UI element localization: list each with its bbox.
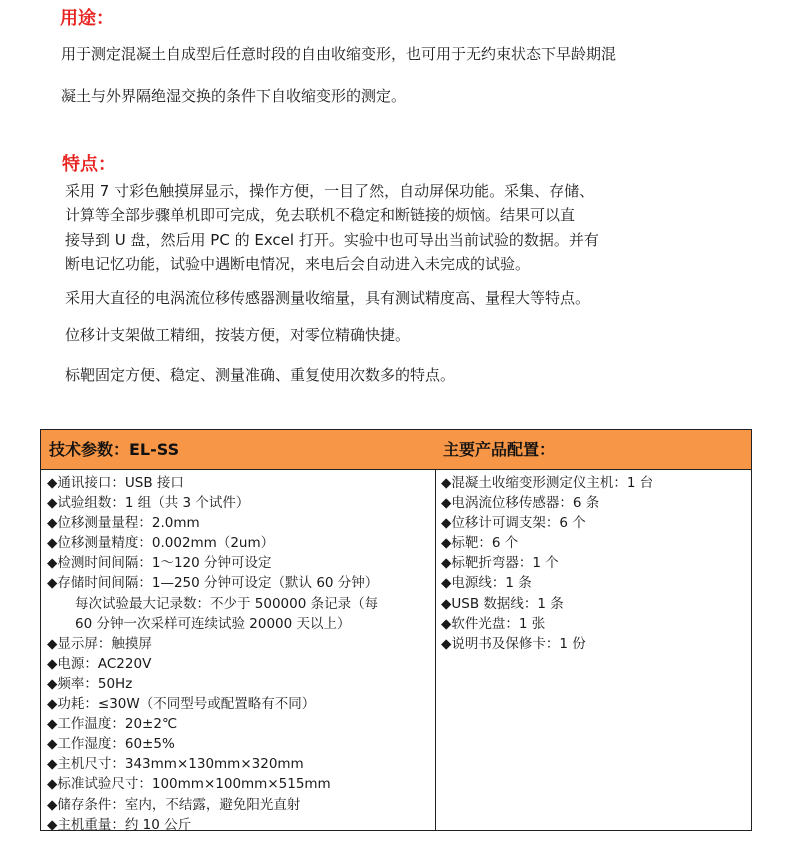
features-line-5: 采用大直径的电涡流位移传感器测量收缩量，具有测试精度高、量程大等特点。 [65, 289, 591, 307]
tech-param-row-continuation: 60 分钟一次采样可连续试验 20000 天以上） [75, 615, 351, 632]
tech-params-list [41, 470, 435, 835]
tech-param-row: ◆显示屏：触摸屏 [47, 635, 152, 652]
tech-param-row: ◆频率：50Hz [47, 675, 133, 692]
tech-param-row: ◆标准试验尺寸：100mm×100mm×515mm [47, 776, 331, 793]
config-item-row: ◆说明书及保修卡：1 份 [441, 635, 586, 652]
tech-params-header: 技术参数：EL-SS [41, 430, 435, 470]
features-heading: 特点： [62, 154, 116, 175]
features-line-4: 断电记忆功能，试验中遇断电情况，来电后会自动进入未完成的试验。 [65, 255, 531, 273]
config-item-row: ◆电涡流位移传感器：6 条 [441, 495, 600, 512]
tech-param-row: ◆主机重量：约 10 公斤 [47, 816, 192, 833]
tech-param-row-continuation: 每次试验最大记录数：不少于 500000 条记录（每 [75, 595, 379, 612]
features-line-1: 采用 7 寸彩色触摸屏显示，操作方便，一目了然，自动屏保功能。采集、存储、 [65, 182, 595, 200]
spec-table [40, 429, 752, 831]
config-item-row: ◆位移计可调支架：6 个 [441, 515, 586, 532]
features-line-3: 接导到 U 盘，然后用 PC 的 Excel 打开。实验中也可导出当前试验的数据。并有 [65, 231, 599, 249]
product-config-list [435, 470, 751, 654]
usage-line-1: 用于测定混凝土自成型后任意时段的自由收缩变形，也可用于无约束状态下早龄期混 [61, 45, 617, 63]
tech-param-row: ◆位移测量精度：0.002mm（2um） [47, 535, 275, 552]
tech-param-row: ◆主机尺寸：343mm×130mm×320mm [47, 756, 304, 773]
features-line-2: 计算等全部步骤单机即可完成，免去联机不稳定和断链接的烦恼。结果可以直 [65, 206, 576, 224]
features-line-7: 标靶固定方便、稳定、测量准确、重复使用次数多的特点。 [65, 366, 456, 384]
tech-param-row: ◆存储时间间隔：1—250 分钟可设定（默认 60 分钟） [47, 575, 379, 592]
tech-param-row: ◆功耗：≤30W（不同型号或配置略有不同） [47, 696, 316, 713]
config-item-row: ◆标靶：6 个 [441, 535, 519, 552]
usage-heading: 用途： [60, 8, 114, 29]
config-item-row: ◆混凝土收缩变形测定仪主机：1 台 [441, 475, 654, 491]
config-item-row: ◆USB 数据线：1 条 [441, 595, 564, 612]
tech-params-column [41, 430, 436, 833]
tech-param-row: ◆检测时间间隔：1～120 分钟可设定 [47, 555, 272, 572]
config-item-row: ◆软件光盘：1 张 [441, 615, 546, 632]
tech-param-row: ◆位移测量量程：2.0mm [47, 515, 200, 532]
config-item-row: ◆电源线：1 条 [441, 575, 532, 592]
tech-param-row: ◆试验组数：1 组（共 3 个试件） [47, 495, 250, 512]
usage-line-2: 凝土与外界隔绝湿交换的条件下自收缩变形的测定。 [61, 87, 407, 105]
features-line-6: 位移计支架做工精细，按装方便，对零位精确快捷。 [65, 326, 411, 344]
tech-param-row: ◆工作湿度：60±5% [47, 736, 175, 753]
product-config-column [435, 430, 751, 830]
product-config-header: 主要产品配置： [435, 430, 751, 470]
tech-param-row: ◆通讯接口：USB 接口 [47, 475, 184, 491]
config-item-row: ◆标靶折弯器：1 个 [441, 555, 559, 572]
tech-param-row: ◆工作温度：20±2℃ [47, 716, 178, 733]
tech-param-row: ◆储存条件：室内，不结露，避免阳光直射 [47, 796, 301, 813]
tech-param-row: ◆电源：AC220V [47, 655, 152, 672]
